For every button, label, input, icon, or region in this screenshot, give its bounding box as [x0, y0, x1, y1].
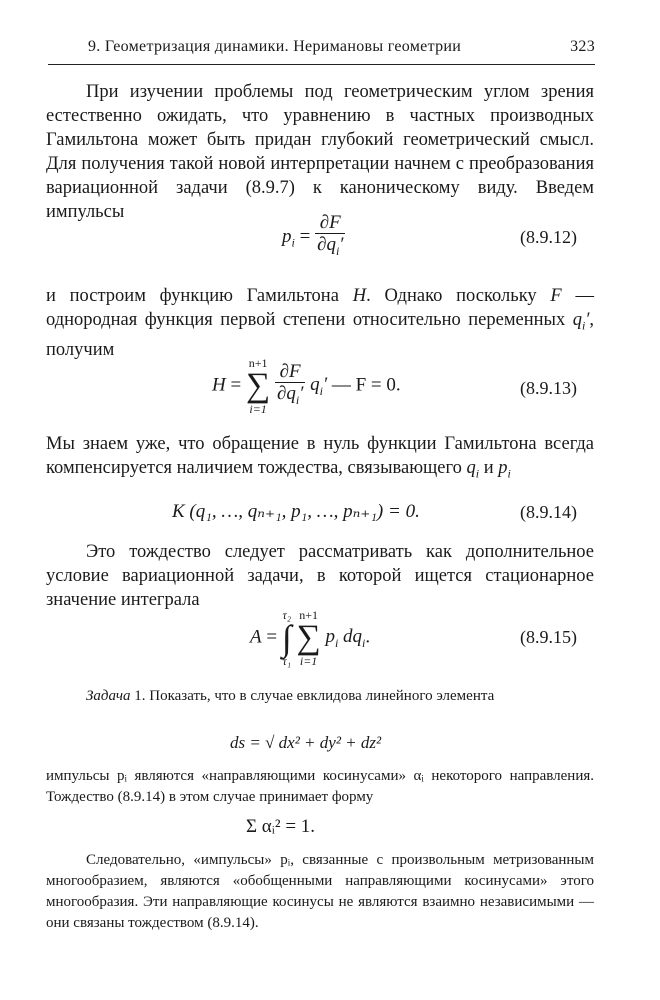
eq2-sum-lower: i=1 [249, 402, 267, 416]
equation-label-8-9-15: (8.9.15) [520, 627, 577, 647]
eq4-body2: dq [343, 626, 363, 648]
equation-8-9-12: $p_i$ = $\frac{\partial F}{\partial q_i'}$ [282, 213, 345, 262]
euclidean-line-element: ds = √ dx² + dy² + dz² [230, 733, 382, 752]
paragraph-1: При изучении проблемы под геометрическим углом зрения естественно ожидать, что уравнению в частных производных Гамильтона может быть придан глубокий геометрический смысл. Для получения такой новой интерпретации начнем с преобразования вариационной задачи (8.9.7) к каноническому виду. Введем импульсы [46, 82, 594, 222]
equation-8-9-15: A = τ₂ ∫ τ₁ n+1 ∑ i=1 $p_i$ $dq_i$. [250, 608, 371, 668]
integral-symbol: ∫ [281, 618, 292, 658]
eq2-numerator: ∂F [275, 362, 305, 383]
eq4-int-upper: τ₂ [282, 608, 291, 622]
sum-symbol: ∑ [296, 619, 321, 656]
eq2-fraction [275, 362, 305, 411]
task-paragraph [46, 686, 594, 707]
eq2-tail: — F = 0. [331, 374, 401, 396]
eq2-den-text: ∂q [276, 382, 296, 404]
para2-symbol-F: F [550, 286, 562, 306]
equation-label-8-9-13: (8.9.13) [520, 378, 577, 398]
para2-qi-text: q [572, 310, 582, 330]
task-continuation: импульсы pᵢ являются «направляющими косинусами» αᵢ некоторого направления. Тождество (8.9.14) в этом случае принимает форму [46, 768, 594, 805]
para3-symbol-p: $p_i$ [498, 458, 511, 481]
sum-symbol: ∑ [245, 367, 271, 404]
para3-symbol-q: $q_i$ [466, 458, 480, 481]
paragraph-5: Следовательно, «импульсы» pᵢ, связанные с произвольным метризованным многообразием, являются «обобщенными направляющими косинусами» этого многообразия. Эти направляющие косинусы не являются взаимно независимыми — они связаны тождеством (8.9.14). [46, 852, 594, 931]
running-title: 9. Геометризация динамики. Неримановы геометрии [88, 38, 462, 55]
eq1-den-text: ∂q [317, 234, 336, 255]
eq1-lhs: p [282, 225, 292, 247]
eq4-sum-lower: i=1 [299, 654, 318, 668]
equation-label-8-9-12: (8.9.12) [520, 227, 577, 247]
paragraph-4: Это тождество следует рассматривать как дополнительное условие вариационной задачи, в которой ищется стационарное значение интеграла [46, 542, 594, 610]
eq4-sum-upper: n+1 [299, 608, 318, 622]
equation-8-9-14: K (q₁, …, qₙ₊₁, p₁, …, pₙ₊₁) = 0. [172, 501, 420, 522]
eq2-sum [246, 356, 270, 416]
para2-text-1: и построим функцию Гамильтона [46, 286, 353, 306]
para3-and: и [479, 458, 499, 478]
page-number: 323 [570, 38, 595, 55]
eq4-sum [296, 608, 320, 668]
para2-text-4: , получим [46, 310, 594, 360]
equation-label-8-9-14: (8.9.14) [520, 502, 577, 522]
para3-text-1: Мы знаем уже, что обращение в нуль функции Гамильтона всегда компенсируется наличием тождества, связывающего [46, 434, 594, 478]
eq1-denominator: $\partial q_i'$ [317, 234, 344, 258]
eq4-end: . [365, 626, 371, 648]
eq4-integral [282, 608, 292, 668]
eq2-sum-upper: n+1 [248, 356, 268, 370]
paragraph-3 [46, 432, 594, 486]
paragraph-2 [46, 284, 594, 362]
running-header [48, 34, 595, 65]
para2-text-2: . Однако поскольку [366, 286, 551, 306]
eq2-lhs: H [212, 374, 226, 396]
eq2-denominator: $\partial q_i'$ [276, 382, 304, 407]
para3-p-text: p [498, 458, 508, 478]
eq4-lhs: A [250, 626, 262, 648]
equation-8-9-13: H = n+1 ∑ i=1 $\frac{\partial F}{\partial q_i'}$ $q_i'$ — F = 0. [212, 356, 401, 416]
eq4-body: p [325, 626, 335, 648]
para3-q-text: q [466, 458, 476, 478]
eq1-numerator: ∂F [315, 213, 345, 234]
para2-text-3: — однородная функция первой степени относительно переменных [46, 286, 594, 330]
para2-symbol-qi: $q_i'$ [572, 310, 590, 333]
task-text: 1. Показать, что в случае евклидова линейного элемента [130, 688, 495, 704]
eq1-lhs-sub: i [291, 235, 295, 250]
task-label: Задача [86, 688, 131, 704]
eq4-int-lower: τ₁ [282, 654, 291, 668]
cosine-identity: Σ αᵢ² = 1. [246, 816, 316, 837]
para2-symbol-H: H [352, 286, 367, 306]
eq1-fraction [315, 213, 345, 262]
